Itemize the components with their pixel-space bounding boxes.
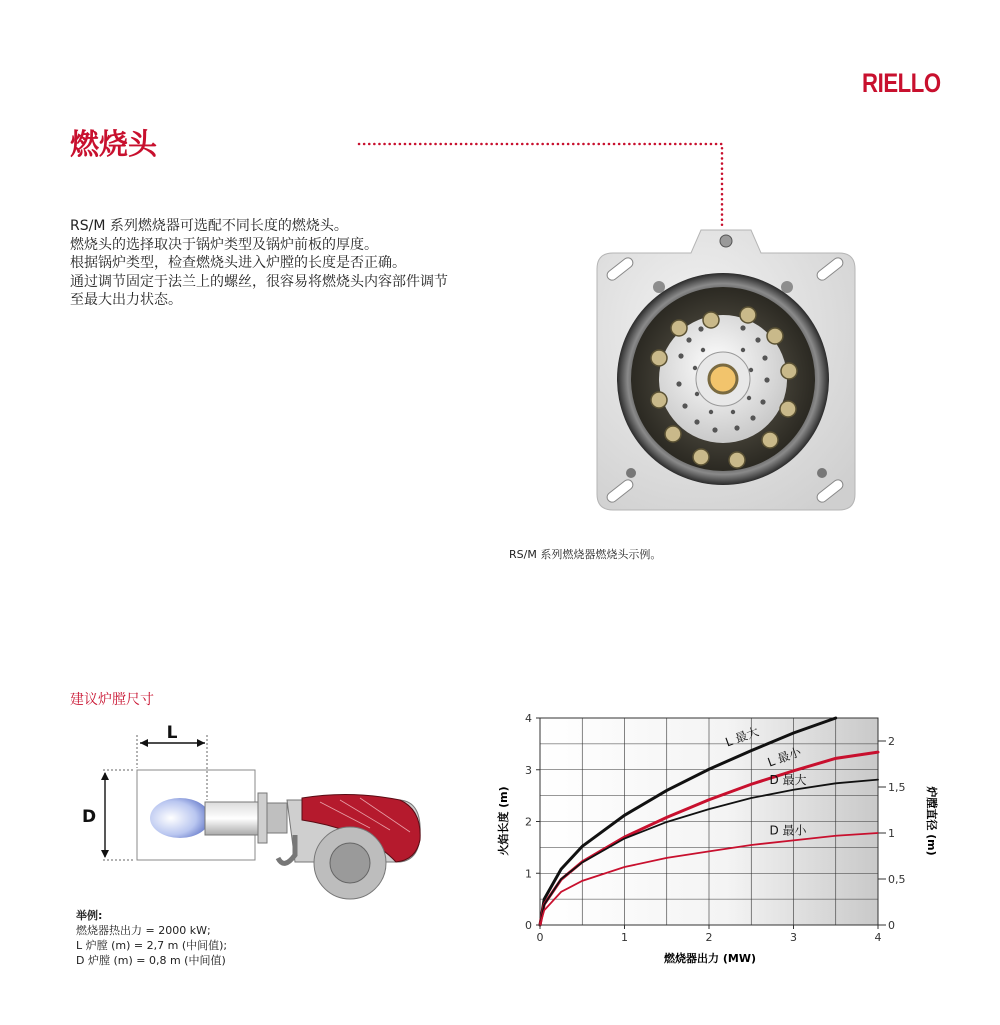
y2-axis-label: 炉膛直径 (m): [925, 786, 938, 856]
y-tick-label: 3: [525, 763, 532, 777]
series-label: L 最小: [765, 744, 803, 770]
intro-line: 通过调节固定于法兰上的螺丝，很容易将燃烧头内容部件调节: [70, 273, 448, 290]
section-title: 建议炉膛尺寸: [70, 692, 154, 708]
series-label: L 最大: [723, 724, 761, 750]
series-label: D 最小: [769, 823, 807, 838]
y-tick-label: 2: [525, 815, 532, 829]
page-title: 燃烧头: [70, 127, 158, 161]
example-heading: 举例:: [76, 909, 103, 922]
example-line: 燃烧器热出力 = 2000 kW;: [76, 924, 211, 937]
y-axis-label: 火焰长度 (m): [497, 786, 510, 856]
y2-tick-label: 1: [888, 827, 895, 840]
x-tick-label: 2: [705, 931, 713, 944]
x-tick-label: 1: [621, 931, 628, 944]
y2-tick-label: 0: [888, 919, 895, 932]
x-axis-label: 燃烧器出力 (MW): [664, 952, 756, 965]
y2-tick-label: 0,5: [888, 873, 906, 886]
intro-line: 燃烧头的选择取决于锅炉类型及锅炉前板的厚度。: [70, 236, 378, 253]
y2-tick-label: 1,5: [888, 781, 906, 794]
label-D: D: [82, 807, 97, 827]
label-L: L: [166, 723, 178, 743]
y-tick-label: 1: [525, 867, 532, 881]
chamber-dimension-diagram: [70, 720, 430, 900]
photo-caption: RS/M 系列燃烧器燃烧头示例。: [509, 548, 662, 561]
example-block: [76, 908, 227, 968]
intro-paragraph: [70, 217, 448, 310]
riello-logo: RIELLO: [862, 68, 941, 98]
example-line: L 炉膛 (m) = 2,7 m (中间值);: [76, 939, 228, 952]
x-tick-label: 0: [536, 931, 544, 944]
combustion-head-photo: [593, 228, 859, 513]
y-tick-label: 0: [525, 919, 532, 932]
example-line: D 炉膛 (m) = 0,8 m (中间值): [76, 954, 226, 967]
x-tick-label: 4: [874, 931, 882, 944]
flame-length-chart: [497, 703, 940, 973]
y-tick-label: 4: [525, 712, 532, 725]
intro-line: RS/M 系列燃烧器可选配不同长度的燃烧头。: [70, 218, 348, 234]
series-label: D 最大: [769, 772, 807, 787]
intro-line: 至最大出力状态。: [70, 292, 182, 308]
intro-line: 根据锅炉类型，检查燃烧头进入炉膛的长度是否正确。: [70, 255, 406, 271]
y2-tick-label: 2: [888, 735, 895, 748]
x-tick-label: 3: [790, 931, 797, 944]
